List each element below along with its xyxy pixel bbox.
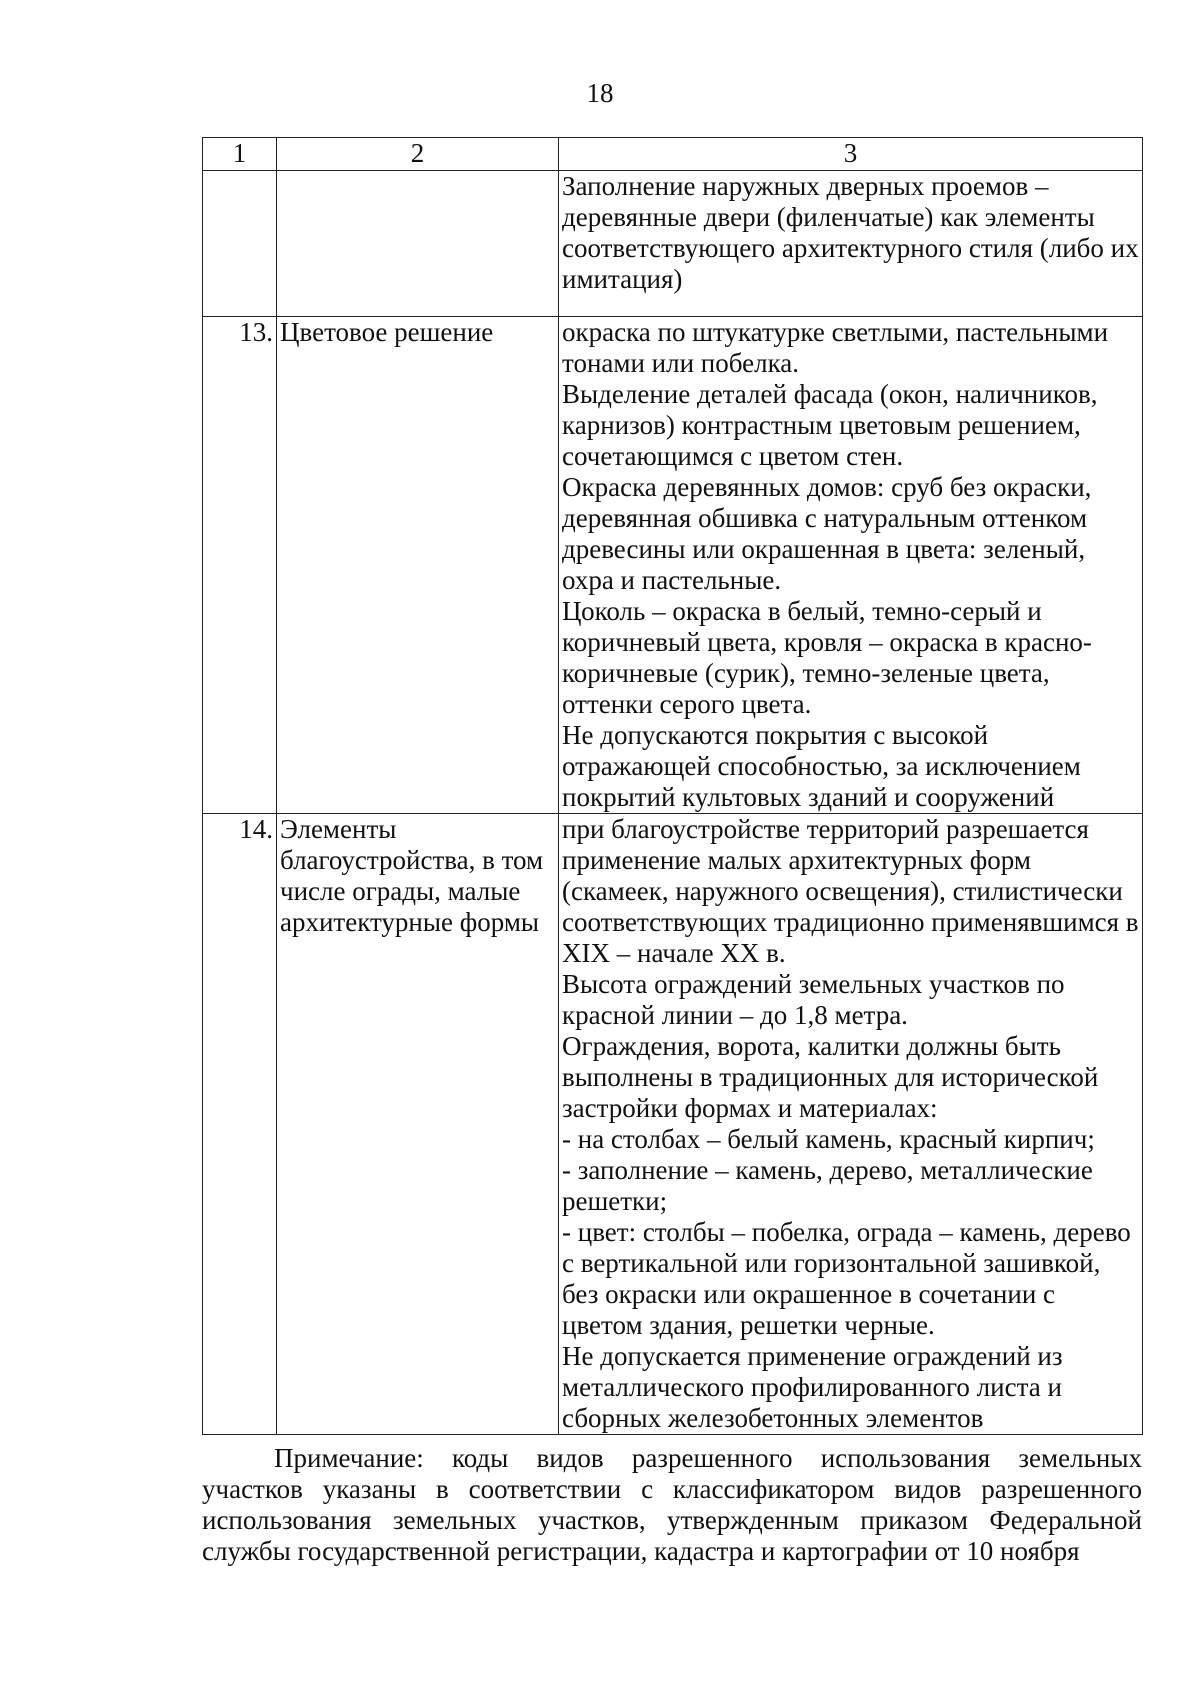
row-name: Элементы благоустройства, в том числе ограды, малые архитектурные формы xyxy=(277,814,559,1435)
row-content xyxy=(559,171,1143,317)
table-header-row xyxy=(203,138,1143,171)
content-paragraph: Ограждения, ворота, калитки должны быть выполнены в традиционных для исторической застройки формах и материалах: xyxy=(562,1031,1099,1123)
row-name xyxy=(277,171,559,317)
content-paragraph: - на столбах – белый камень, красный кирпич; xyxy=(562,1124,1095,1154)
column-header-1: 1 xyxy=(203,138,277,171)
requirements-table xyxy=(202,137,1143,1435)
row-number: 13. xyxy=(203,317,277,814)
content-paragraph: Выделение деталей фасада (окон, наличников, карнизов) контрастным цветовым решением, сочетающимся с цветом стен. xyxy=(562,379,1098,471)
content-paragraph: Цоколь – окраска в белый, темно-серый и коричневый цвета, кровля – окраска в красно-коричневые (сурик), темно-зеленые цвета, оттенки серого цвета. xyxy=(562,596,1092,719)
row-number xyxy=(203,171,277,317)
table-row xyxy=(203,171,1143,317)
page-number: 18 xyxy=(586,78,614,108)
table-row xyxy=(203,814,1143,1435)
table-row xyxy=(203,317,1143,814)
content-paragraph: при благоустройстве территорий разрешается применение малых архитектурных форм (скамеек, наружного освещения), стилистически соответствующих традиционно применявшимся в XIX – начале XX в. xyxy=(562,814,1139,968)
column-header-3: 3 xyxy=(559,138,1143,171)
row-content xyxy=(559,317,1143,814)
content-paragraph: - цвет: столбы – побелка, ограда – камень, дерево с вертикальной или горизонтальной зашивкой, без окраски или окрашенное в сочетании с цветом здания, решетки черные. xyxy=(562,1217,1131,1340)
content-paragraph: Высота ограждений земельных участков по красной линии – до 1,8 метра. xyxy=(562,969,1065,1030)
content-paragraph: Не допускаются покрытия с высокой отражающей способностью, за исключением покрытий культовых зданий и сооружений xyxy=(562,720,1081,812)
content-paragraph: Не допускается применение ограждений из металлического профилированного листа и сборных железобетонных элементов xyxy=(562,1341,1063,1433)
column-header-2: 2 xyxy=(277,138,559,171)
footnote-text: Примечание: коды видов разрешенного использования земельных участков указаны в соответствии с классификатором видов разрешенного использования земельных участков, утвержденным приказом Федеральной службы государственной регистрации, кадастра и картографии от 10 ноября xyxy=(202,1443,1142,1566)
row-number: 14. xyxy=(203,814,277,1435)
row-content xyxy=(559,814,1143,1435)
content-paragraph: Заполнение наружных дверных проемов – деревянные двери (филенчатые) как элементы соответствующего архитектурного стиля (либо их имитация) xyxy=(562,171,1139,294)
content-paragraph: Окраска деревянных домов: сруб без окраски, деревянная обшивка с натуральным оттенком древесины или окрашенная в цвета: зеленый, охра и пастельные. xyxy=(562,472,1092,595)
content-paragraph: - заполнение – камень, дерево, металлические решетки; xyxy=(562,1155,1093,1216)
content-paragraph: окраска по штукатурке светлыми, пастельными тонами или побелка. xyxy=(562,317,1109,378)
row-name: Цветовое решение xyxy=(277,317,559,814)
